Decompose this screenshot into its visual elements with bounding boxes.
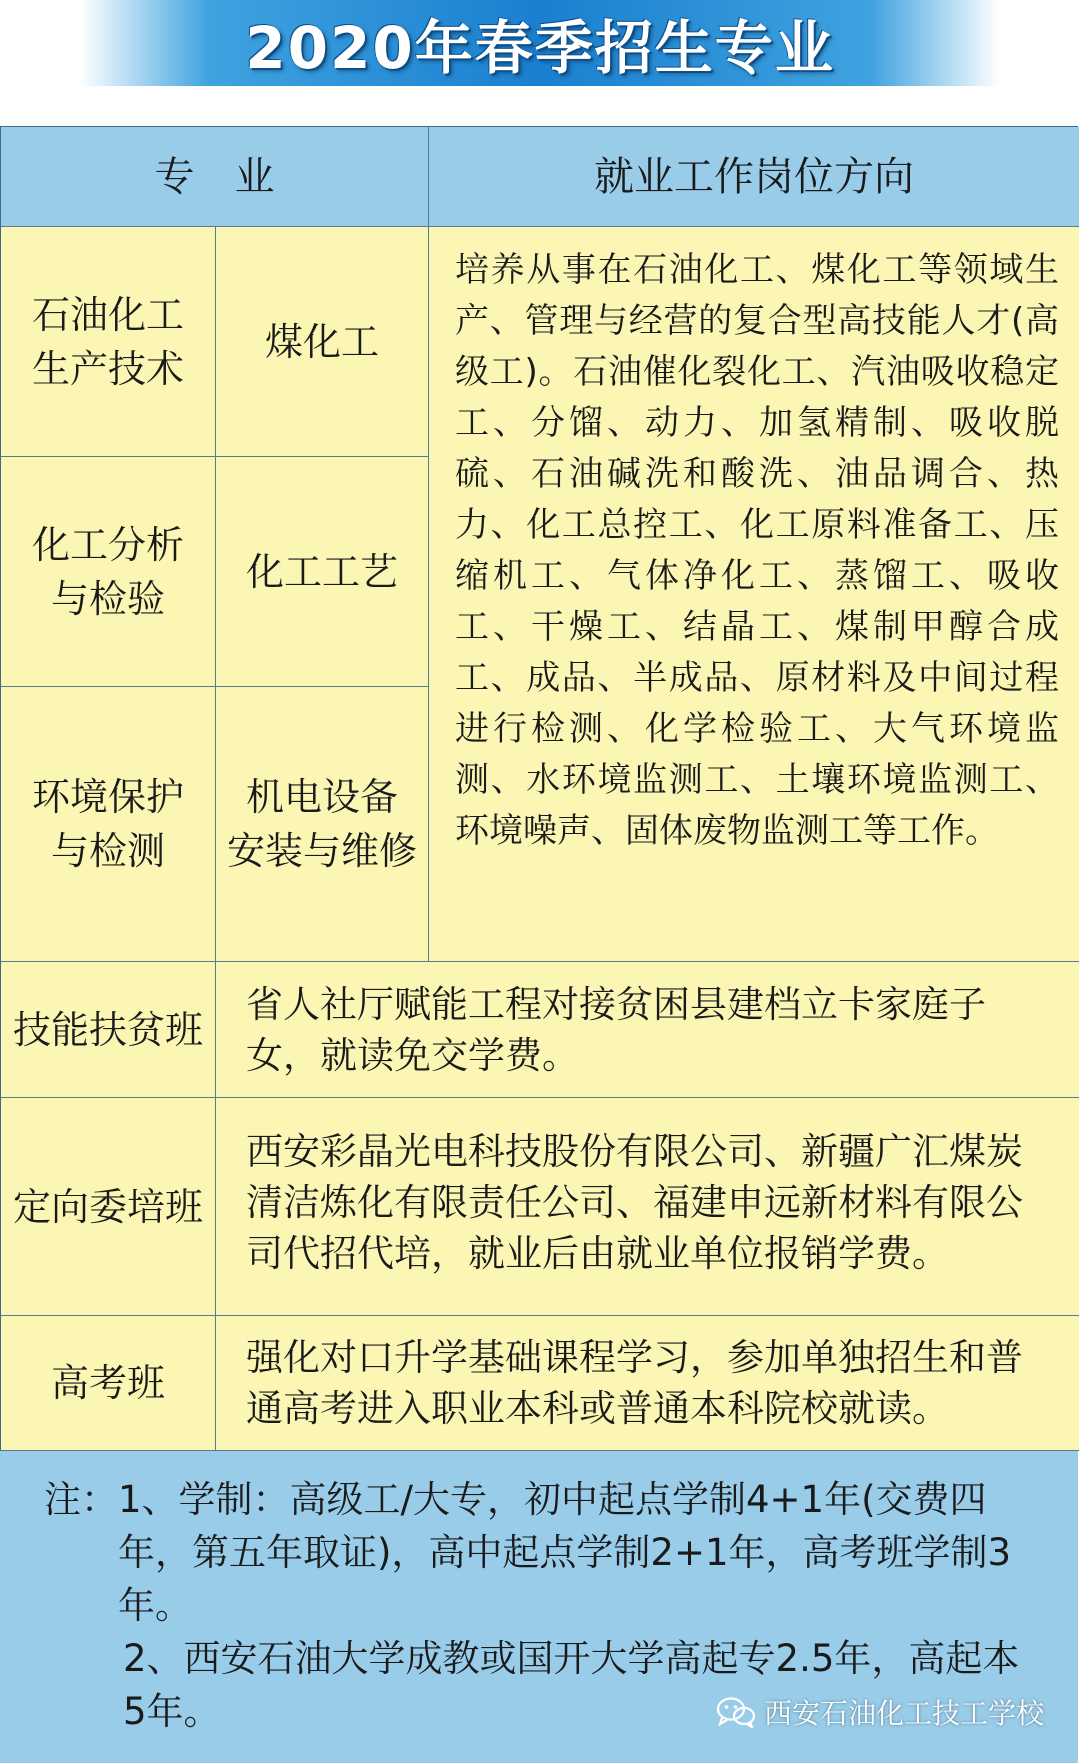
note-text-2: 2、西安石油大学成教或国开大学高起专2.5年，高起本5年。: [123, 1637, 1020, 1733]
major-label: 化工工艺: [245, 549, 398, 594]
wechat-watermark: [716, 1692, 1044, 1732]
major-label: 化工分析 与检验: [31, 522, 184, 621]
major-coal-chem: [216, 227, 429, 457]
major-env-protection: [1, 687, 216, 962]
major-label: 石油化工 生产技术: [31, 292, 184, 391]
program-text: 西安彩晶光电科技股份有限公司、新疆广汇煤炭清洁炼化有限责任公司、福建申远新材料有限公司代招代培，就业后由就业单位报销学费。: [246, 1130, 1023, 1275]
program-directed-name: [1, 1098, 216, 1316]
note-prefix: 注：: [44, 1478, 118, 1521]
program-directed-text: [216, 1098, 1079, 1316]
program-name: 技能扶贫班: [12, 1007, 203, 1052]
note-item-1: [44, 1473, 1038, 1632]
major-label: 机电设备 安装与维修: [226, 775, 417, 873]
major-electromech: [216, 687, 429, 962]
program-poverty-text: [216, 962, 1079, 1098]
note-text-1: 1、学制：高级工/大专，初中起点学制4+1年(交费四年，第五年取证)，高中起点学制2+1年，高考班学制3年。: [118, 1478, 1012, 1627]
header-major-label: 专 业: [154, 153, 275, 200]
program-name: 高考班: [50, 1361, 165, 1405]
wechat-icon: [716, 1696, 756, 1728]
major-label: 煤化工: [264, 319, 379, 364]
major-petrochemical: [1, 227, 216, 457]
program-text: 强化对口升学基础课程学习，参加单独招生和普通高考进入职业本科或普通本科院校就读。: [246, 1336, 1023, 1430]
major-label: 环境保护 与检测: [31, 775, 184, 873]
program-name: 定向委培班: [12, 1184, 203, 1229]
major-chem-analysis: [1, 457, 216, 687]
header-jobs: [429, 127, 1079, 227]
jobs-description: [429, 227, 1079, 962]
program-gaokao-text: [216, 1316, 1079, 1451]
program-gaokao-name: [1, 1316, 216, 1451]
page-title: 2020年春季招生专业: [245, 14, 835, 82]
title-banner: [80, 0, 1000, 86]
watermark-text: 西安石油化工技工学校: [763, 1697, 1044, 1730]
jobs-description-text: 培养从事在石油化工、煤化工等领域生产、管理与经营的复合型高技能人才(高级工)。石油催化裂化工、汽油吸收稳定工、分馏、动力、加氢精制、吸收脱硫、石油碱洗和酸洗、油品调合、热力、化工总控工、化工原料准备工、压缩机工、气体净化工、蒸馏工、吸收工、干燥工、结晶工、煤制甲醇合成工、成品、半成品、原材料及中间过程进行检测、化学检验工、大气环境监测、水环境监测工、土壤环境监测工、环境噪声、固体废物监测工等工作。: [455, 250, 1059, 851]
header-jobs-label: 就业工作岗位方向: [594, 153, 914, 200]
major-chem-process: [216, 457, 429, 687]
program-text: 省人社厅赋能工程对接贫困县建档立卡家庭子女，就读免交学费。: [246, 982, 986, 1077]
program-poverty-name: [1, 962, 216, 1098]
header-major: [1, 127, 429, 227]
